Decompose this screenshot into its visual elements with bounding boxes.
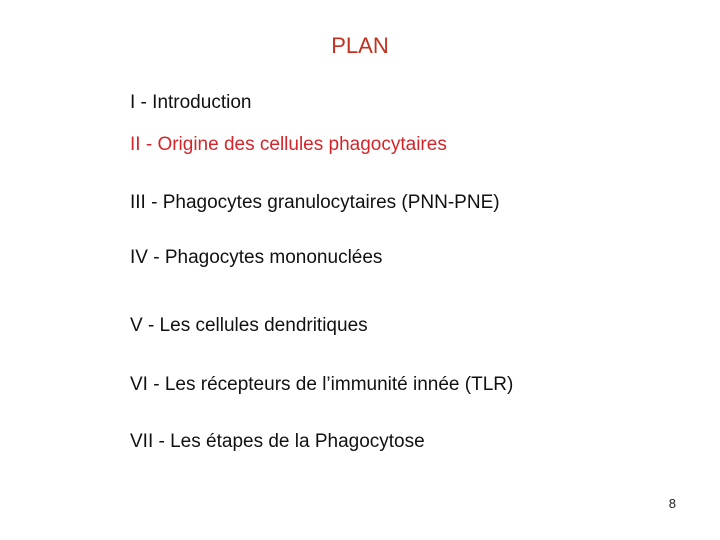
outline-item-4: IV - Phagocytes mononuclées bbox=[130, 247, 383, 268]
outline-item-1: I - Introduction bbox=[130, 92, 252, 113]
outline-item-6: VI - Les récepteurs de l’immunité innée (TLR) bbox=[130, 374, 514, 395]
outline-item-2-current: II - Origine des cellules phagocytaires bbox=[130, 134, 447, 155]
outline-item-3: III - Phagocytes granulocytaires (PNN-PNE) bbox=[130, 192, 500, 213]
outline-item-7: VII - Les étapes de la Phagocytose bbox=[130, 431, 425, 452]
outline-item-5: V - Les cellules dendritiques bbox=[130, 315, 368, 336]
slide-title: PLAN bbox=[331, 33, 389, 58]
page-number: 8 bbox=[668, 496, 676, 511]
